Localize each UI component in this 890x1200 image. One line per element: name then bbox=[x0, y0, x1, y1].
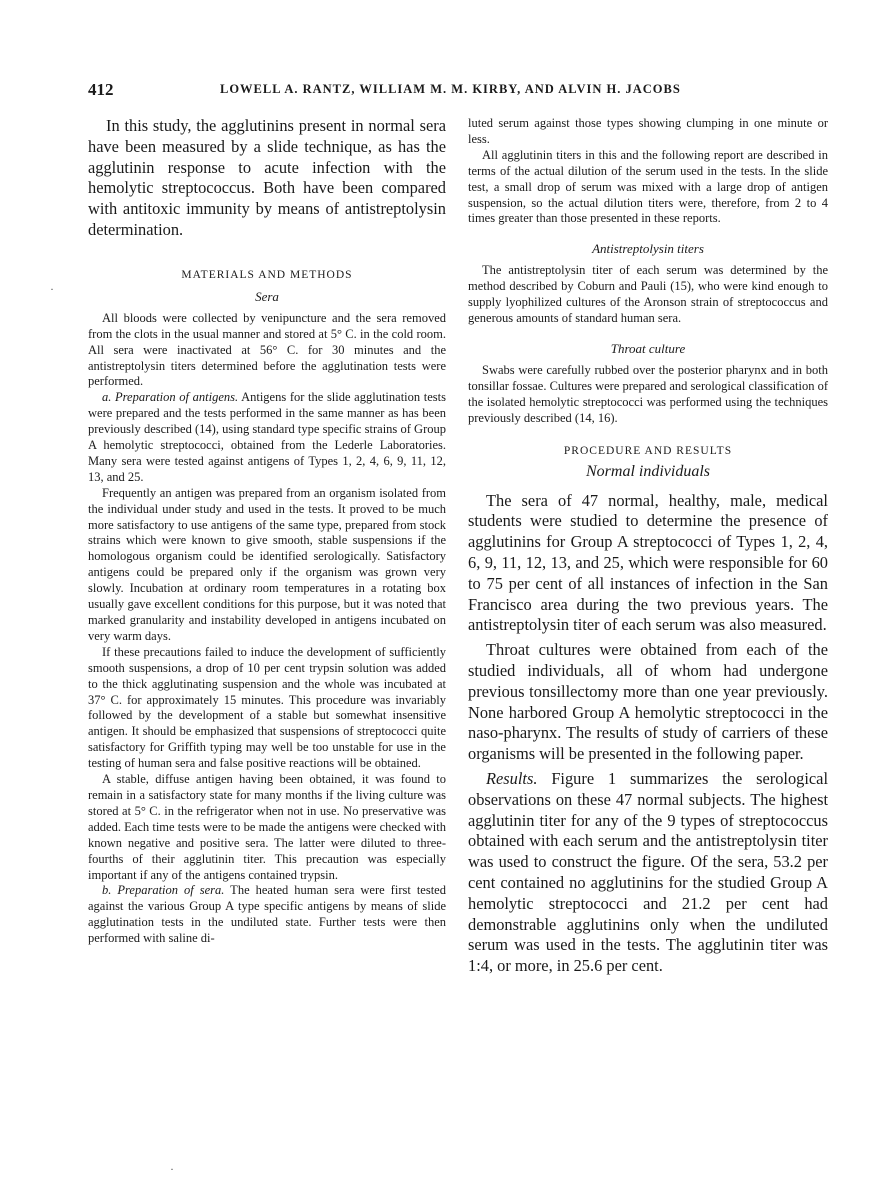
section-heading-materials-methods: MATERIALS AND METHODS bbox=[181, 268, 353, 281]
paragraph-agglutinin-titers: All agglutinin titers in this and the following report are described in terms of the actual dilution of the serum used in the tests. In the slide test, a small drop of serum was mixed with a large drop of antigen suspension, so the actual dilution titers were, therefore, from 2 to 4 times greater than those presented in these reports. bbox=[468, 147, 828, 226]
section-heading-procedure-results: PROCEDURE AND RESULTS bbox=[563, 444, 733, 457]
paragraph-normal-sera: The sera of 47 normal, healthy, male, medical students were studied to determine the presence of agglutinins for Group A streptococci of Types 1, 2, 4, 6, 9, 11, 12, 13, and 25, which were responsible for 60 to 75 per cent of all instances of infection in the San Francisco area during the two previous years. The antistreptolysin titer of each serum was also measured. bbox=[468, 490, 828, 635]
inline-heading-antigens: a. Preparation of antigens. bbox=[102, 390, 239, 405]
sera-prep-text: The heated human sera were first tested against the various Group A type specific antigens by means of slide agglutination tests in the undiluted state. Further tests were then performed with saline di- bbox=[88, 883, 446, 946]
paragraph-throat-culture: Swabs were carefully rubbed over the posterior pharynx and in both tonsillar fossae. Cultures were prepared and serological classification of the isolated hemolytic streptococci was performed using the techniques previously described (14, 16). bbox=[468, 362, 828, 425]
paragraph-sera-preparation bbox=[88, 883, 446, 947]
scan-speck-bottom: · bbox=[170, 1162, 174, 1176]
inline-heading-results: Results. bbox=[486, 768, 538, 788]
paragraph-antigen-preparation bbox=[88, 390, 446, 485]
paragraph-continuation: luted serum against those types showing clumping in one minute or less. bbox=[468, 116, 828, 146]
paragraph-frequently: Frequently an antigen was prepared from an organism isolated from the individual under study and used in the tests. It proved to be much more satisfactory to use antigens of the same type, prepared from stock strains which were known to give smooth, stable suspensions if the homologous organism could be identified serologically. Satisfactory antigens could be prepared only if the organism was grown very slowly. Incubation at ordinary room temperatures in a rotating box usually gave excellent conditions for this purpose, but it was noted that marked granularity and instability developed in antigens incubated on very warm days. bbox=[88, 485, 446, 643]
paragraph-sera-collection: All bloods were collected by venipuncture and the sera removed from the clots in the usual manner and stored at 5° C. in the cold room. All sera were inactivated at 56° C. for 30 minutes and the antistreptolysin titers determined before the agglutination tests were performed. bbox=[88, 310, 446, 389]
inline-heading-sera: b. Preparation of sera. bbox=[102, 883, 225, 898]
intro-paragraph: In this study, the agglutinins present in normal sera have been measured by a slide technique, as has the agglutinin response to acute infection with the hemolytic streptococcus. Both have been compared with antitoxic immunity by means of antistreptolysin determination. bbox=[88, 116, 446, 239]
paragraph-if-these-precautions: If these precautions failed to induce the development of sufficiently smooth suspensions, a drop of 10 per cent trypsin solution was added to the thick agglutinating suspension and the whole was incubated at 37° C. for approximately 15 minutes. This procedure was invariably followed by the development of a stable but somewhat insensitive antigen. It should be emphasized that suspensions of streptococci quite satisfactory for Griffith typing may well be too unstable for use in the testing of human sera and false positive reactions will be obtained. bbox=[88, 644, 446, 771]
running-head-authors: LOWELL A. RANTZ, WILLIAM M. M. KIRBY, AND ALVIN H. JACOBS bbox=[220, 82, 681, 96]
scan-speck-left-margin: · bbox=[50, 282, 54, 296]
results-text: Figure 1 summarizes the serological observations on these 47 normal subjects. The highest agglutinin titer for any of the 9 types of streptococcus obtained with each serum and the antistreptolysin titer was used to construct the figure. Of the sera, 53.2 per cent contained no agglutinins for the studied Group A hemolytic streptococci and 21.2 per cent had demonstrable agglutinins only when the undiluted serum was used in the tests. The agglutinin titer was 1:4, or more, in 25.6 per cent. bbox=[468, 768, 828, 976]
paragraph-throat-cultures: Throat cultures were obtained from each of the studied individuals, all of whom had undergone previous tonsillectomy more than one year previously. None harbored Group A hemolytic streptococci in the naso-pharynx. The results of study of carriers of these organisms will be presented in the following paper. bbox=[468, 640, 828, 764]
page-number: 412 bbox=[88, 80, 114, 99]
page-header bbox=[88, 80, 828, 102]
right-column bbox=[468, 116, 828, 977]
subheading-throat-culture: Throat culture bbox=[610, 340, 686, 356]
subheading-sera: Sera bbox=[255, 288, 279, 304]
subheading-normal-individuals: Normal individuals bbox=[585, 462, 710, 480]
subheading-antistreptolysin: Antistreptolysin titers bbox=[592, 241, 704, 257]
antigens-text: Antigens for the slide agglutination tests were prepared and the tests performed in the same manner as has been previously described (14), using standard type specific strains of Group A hemolytic streptococci, obtained from the Lederle Laboratories. Many sera were tested against antigens of Types 1, 2, 4, 6, 9, 11, 12, 13, and 25. bbox=[88, 390, 446, 484]
paragraph-antistreptolysin: The antistreptolysin titer of each serum was determined by the method described by Coburn and Pauli (15), who were kind enough to supply lyophilized cultures of the Aronson strain of streptococcus and generous amounts of standard human sera. bbox=[468, 263, 828, 326]
paragraph-stable-antigen: A stable, diffuse antigen having been obtained, it was found to remain in a satisfactory state for many months if the living culture was stored at 5° C. in the refrigerator when not in use. No preservative was added. Each time tests were to be made the antigens were checked with known negative and positive sera. The latter were diluted to three-fourths of their agglutinin titer. This precaution was especially important if any of the antigens contained trypsin. bbox=[88, 772, 446, 882]
paragraph-results bbox=[468, 769, 828, 977]
left-column bbox=[88, 116, 446, 947]
